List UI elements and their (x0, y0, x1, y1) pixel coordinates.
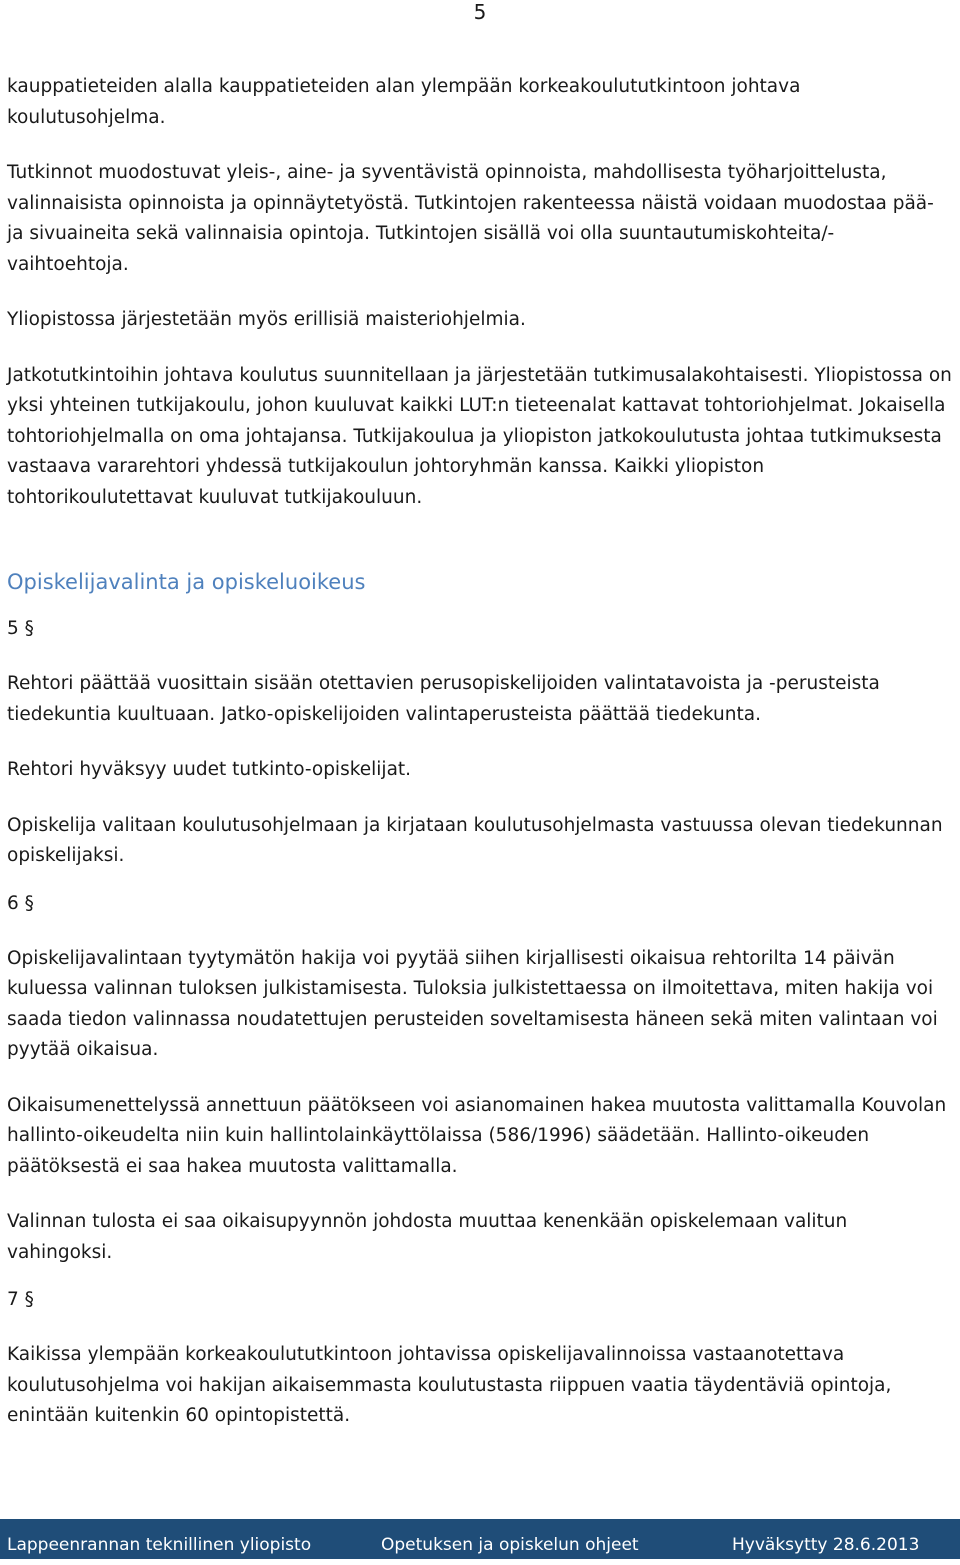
footer-approval-date: Hyväksytty 28.6.2013 (732, 1535, 920, 1555)
document-body (7, 72, 953, 1432)
section-5-paragraph-2: Rehtori hyväksyy uudet tutkinto-opiskelijat. (7, 759, 412, 780)
paragraph-master-programs: Yliopistossa järjestetään myös erillisiä maisteriohjelmia. (7, 309, 526, 330)
footer-document-title: Opetuksen ja opiskelun ohjeet (381, 1535, 639, 1555)
paragraph-program-intro: kauppatieteiden alalla kauppatieteiden alan ylempään korkeakoulututkintoon johtava koulutusohjelma. (7, 76, 801, 128)
footer-university: Lappeenrannan teknillinen yliopisto (7, 1535, 312, 1555)
section-mark-7: 7 § (7, 1289, 34, 1310)
section-6-paragraph-2: Oikaisumenettelyssä annettuun päätökseen voi asianomainen hakea muutosta valittamalla Kouvolan hallinto-oikeudelta niin kuin hallintolainkäyttölaissa (586/1996) säädetään. Hallinto-oikeuden päätöksestä ei saa hakea muutosta valittamalla. (7, 1094, 947, 1177)
section-5-paragraph-1: Rehtori päättää vuosittain sisään otettavien perusopiskelijoiden valintatavoista ja -perusteista tiedekuntia kuultuaan. Jatko-opiskelijoiden valintaperusteista päättää tiedekunta. (7, 673, 880, 725)
page-footer (0, 1519, 960, 1559)
section-heading: Opiskelijavalinta ja opiskeluoikeus (7, 570, 366, 594)
section-mark-5: 5 § (7, 618, 34, 639)
section-6-paragraph-3: Valinnan tulosta ei saa oikaisupyynnön johdosta muuttaa kenenkään opiskelemaan valitun vahingoksi. (7, 1211, 848, 1263)
paragraph-doctoral-training: Jatkotutkintoihin johtava koulutus suunnitellaan ja järjestetään tutkimusalakohtaisesti. Yliopistossa on yksi yhteinen tutkijakoulu, johon kuuluvat kaikki LUT:n tieteenalat kattavat tohtoriohjelmat. Jokaisella tohtoriohjelmalla on oma johtajansa. Tutkijakoulua ja yliopiston jatkokoulutusta johtaa tutkimuksesta vastaava vararehtori yhdessä tutkijakoulun johtoryhmän kanssa. Kaikki yliopiston tohtorikoulutettavat kuuluvat tutkijakouluun. (7, 364, 952, 508)
paragraph-degree-structure: Tutkinnot muodostuvat yleis-, aine- ja syventävistä opinnoista, mahdollisesta työharjoittelusta, valinnaisista opinnoista ja opinnäytetyöstä. Tutkintojen rakenteessa näistä voidaan muodostaa pää- ja sivuaineita sekä valinnaisia opintoja. Tutkintojen sisällä voi olla suuntautumiskohteita/-vaihtoehtoja. (7, 162, 934, 275)
section-mark-6: 6 § (7, 892, 34, 914)
page-number: 5 (473, 0, 487, 24)
section-6-paragraph-1: Opiskelijavalintaan tyytymätön hakija voi pyytää siihen kirjallisesti oikaisua rehtorilta 14 päivän kuluessa valinnan tuloksen julkistamisesta. Tuloksia julkistettaessa on ilmoitettava, miten hakija voi saada tiedon valinnassa noudatettujen perusteiden soveltamisesta häneen sekä miten valintaan voi pyytää oikaisua. (7, 947, 938, 1060)
section-5-paragraph-3: Opiskelija valitaan koulutusohjelmaan ja kirjataan koulutusohjelmasta vastuussa olevan tiedekunnan opiskelijaksi. (7, 814, 943, 866)
section-7-paragraph-1: Kaikissa ylempään korkeakoulututkintoon johtavissa opiskelijavalinnoissa vastaanotettava koulutusohjelma voi hakijan aikaisemmasta koulutustasta riippuen vaatia täydentäviä opintoja, enintään kuitenkin 60 opintopistettä. (7, 1344, 892, 1426)
